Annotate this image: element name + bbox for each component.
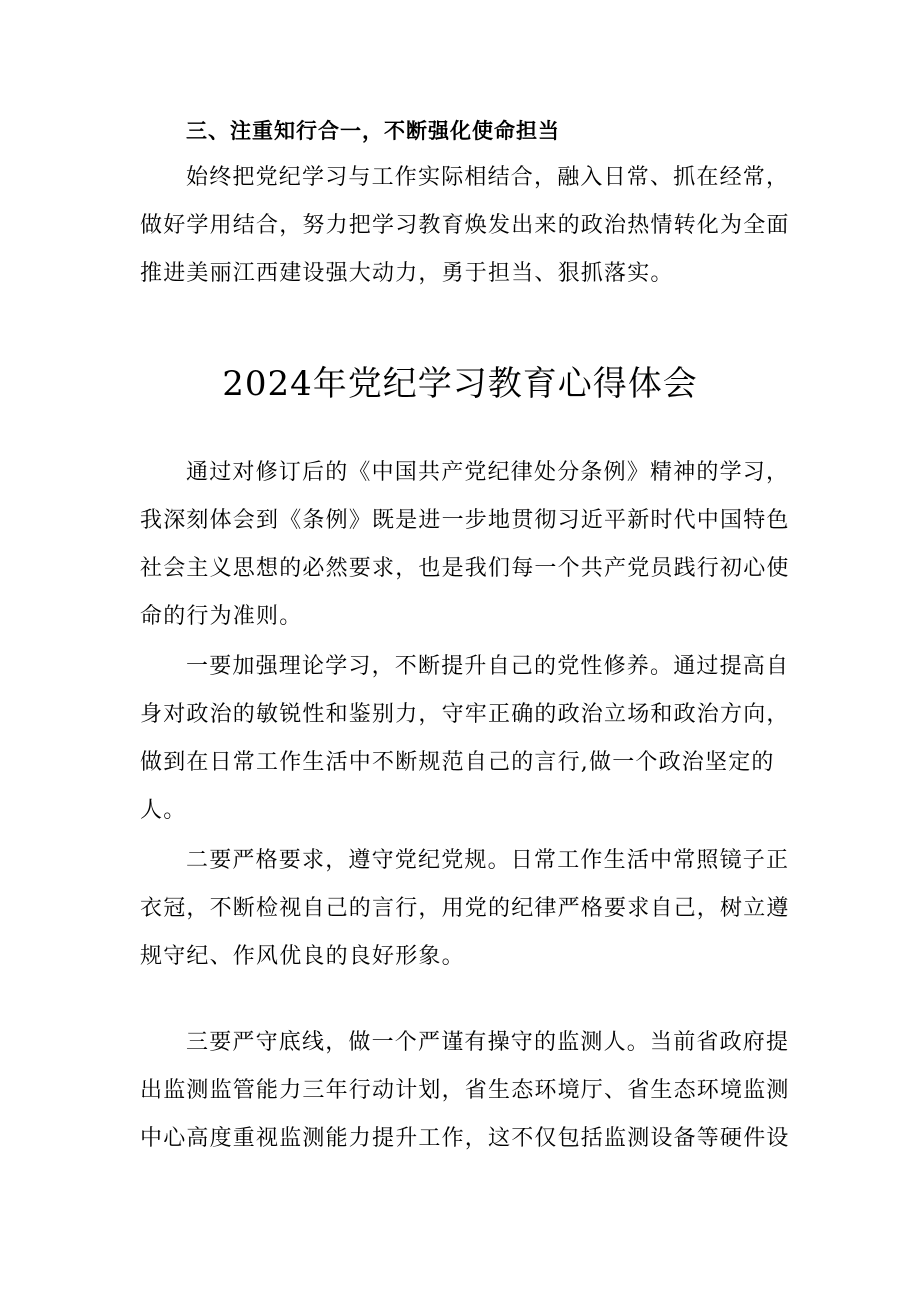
paragraph-line: 中心高度重视监测能力提升工作，这不仅包括监测设备等硬件设	[140, 1126, 790, 1151]
paragraph-line: 我深刻体会到《条例》既是进一步地贯彻习近平新时代中国特色	[140, 508, 790, 533]
paragraph-line: 人。	[140, 798, 187, 823]
paragraph-line: 衣冠，不断检视自己的言行，用党的纪律严格要求自己，树立遵	[140, 896, 790, 921]
paragraph-line: 身对政治的敏锐性和鉴别力，守牢正确的政治立场和政治方向，	[140, 702, 790, 727]
section-heading: 三、注重知行合一，不断强化使命担当	[186, 118, 560, 143]
paragraph-line: 命的行为准则。	[140, 604, 303, 629]
paragraph-line: 社会主义思想的必然要求，也是我们每一个共产党员践行初心使	[140, 556, 790, 581]
paragraph-line: 一要加强理论学习，不断提升自己的党性修养。通过提高自	[186, 654, 790, 679]
paragraph-line: 三要严守底线，做一个严谨有操守的监测人。当前省政府提	[186, 1030, 790, 1055]
paragraph-line: 规守纪、作风优良的良好形象。	[140, 944, 465, 969]
paragraph-line: 推进美丽江西建设强大动力，勇于担当、狠抓落实。	[140, 261, 674, 286]
paragraph-line: 二要严格要求，遵守党纪党规。日常工作生活中常照镜子正	[186, 848, 790, 873]
paragraph-line: 做好学用结合，努力把学习教育焕发出来的政治热情转化为全面	[140, 213, 790, 238]
paragraph-line: 始终把党纪学习与工作实际相结合，融入日常、抓在经常，	[186, 165, 790, 190]
paragraph-line: 做到在日常工作生活中不断规范自己的言行,做一个政治坚定的	[140, 750, 775, 775]
document-title: 2024年党纪学习教育心得体会	[222, 364, 698, 404]
paragraph-line: 出监测监管能力三年行动计划，省生态环境厅、省生态环境监测	[140, 1078, 790, 1103]
paragraph-line: 通过对修订后的《中国共产党纪律处分条例》精神的学习，	[186, 460, 790, 485]
